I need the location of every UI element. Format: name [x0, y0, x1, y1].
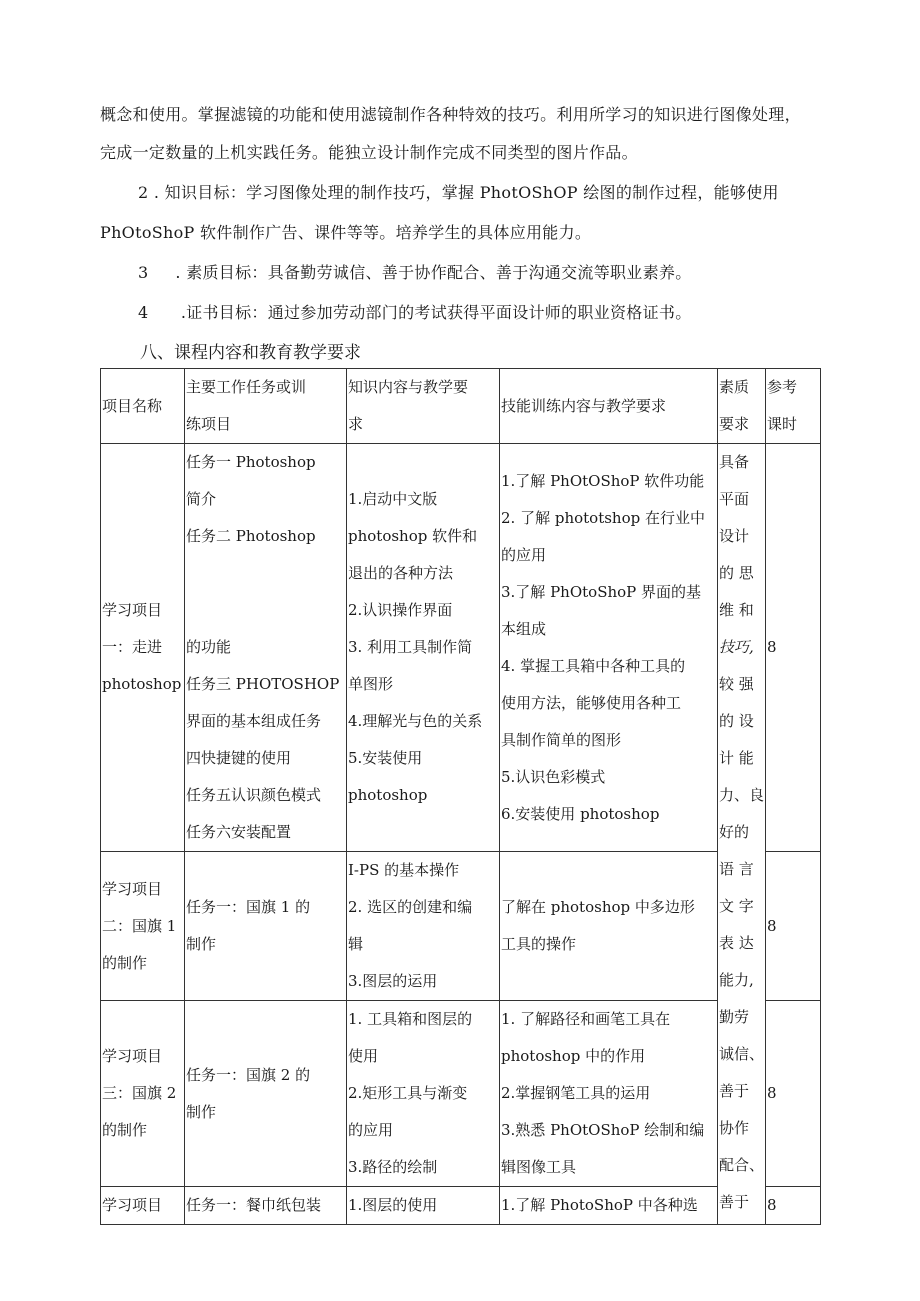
list-number: 2 [138, 183, 149, 202]
hours-cell: 8 [766, 444, 821, 852]
paragraph-line: 概念和使用。掌握滤镜的功能和使用滤镜制作各种特效的技巧。利用所学习的知识进行图像处理， [100, 105, 801, 124]
skills-cell: 1.了解 PhOtOShoP 软件功能 2. 了解 phototshop 在行业中 的应用 3.了解 PhOtoShoP 界面的基 本组成 4. 掌握工具箱中各种工具的 使用方法，能够使用各种工 具制作简单的图形 5.认识色彩模式 6.安装使用 photoshop [500, 444, 718, 852]
objective-knowledge [138, 174, 868, 212]
table-row [101, 1187, 821, 1225]
project-name-cell: 学习项目 一：走进 photoshop [101, 444, 185, 852]
list-number: 3 [138, 263, 149, 282]
course-content-table [100, 368, 821, 1225]
project-name-cell: 学习项目 [101, 1187, 185, 1225]
header-tasks: 主要工作任务或训 练项目 [185, 369, 347, 444]
header-knowledge: 知识内容与教学要 求 [347, 369, 500, 444]
table-header-row [101, 369, 821, 444]
paragraph-text: . 知识目标：学习图像处理的制作技巧，掌握 PhotOShOP 绘图的制作过程，能够使用 [153, 183, 779, 202]
table-row [101, 852, 821, 1001]
table-row [101, 1001, 821, 1187]
knowledge-cell: 1.图层的使用 [347, 1187, 500, 1225]
paragraph-line: 完成一定数量的上机实践任务。能独立设计制作完成不同类型的图片作品。 [100, 143, 638, 162]
tasks-cell: 任务一：国旗 1 的 制作 [185, 852, 347, 1001]
section-heading: 八、课程内容和教育教学要求 [140, 343, 361, 363]
header-skills: 技能训练内容与教学要求 [500, 369, 718, 444]
knowledge-cell: 1.启动中文版 photoshop 软件和 退出的各种方法 2.认识操作界面 3. 利用工具制作简 单图形 4.理解光与色的关系 5.安装使用 photoshop [347, 444, 500, 852]
paragraph-text: . 素质目标：具备勤劳诚信、善于协作配合、善于沟通交流等职业素养。 [175, 263, 692, 282]
project-name-cell: 学习项目 二：国旗 1 的制作 [101, 852, 185, 1001]
tasks-cell: 任务一 Photoshop 简介 任务二 Photoshop 的功能 任务三 PHOTOSHOP 界面的基本组成任务 四快捷键的使用 任务五认识颜色模式 任务六安装配置 [185, 444, 347, 852]
list-number: 4 [138, 303, 149, 322]
project-name-cell: 学习项目 三：国旗 2 的制作 [101, 1001, 185, 1187]
table-row [101, 444, 821, 852]
hours-cell: 8 [766, 852, 821, 1001]
skills-cell: 1. 了解路径和画笔工具在 photoshop 中的作用 2.掌握钢笔工具的运用 3.熟悉 PhOtOShoP 绘制和编 辑图像工具 [500, 1001, 718, 1187]
objective-certificate [138, 294, 868, 332]
header-project-name: 项目名称 [101, 369, 185, 444]
header-quality: 素质 要求 [718, 369, 766, 444]
hours-cell: 8 [766, 1187, 821, 1225]
header-hours: 参考 课时 [766, 369, 821, 444]
tasks-cell: 任务一：国旗 2 的 制作 [185, 1001, 347, 1187]
hours-cell: 8 [766, 1001, 821, 1187]
skills-cell: 了解在 photoshop 中多边形 工具的操作 [500, 852, 718, 1001]
skills-cell: 1.了解 PhotoShoP 中各种选 [500, 1187, 718, 1225]
paragraph-line: PhOtoShoP 软件制作广告、课件等等。培养学生的具体应用能力。 [100, 223, 592, 242]
objective-quality [138, 254, 868, 292]
knowledge-cell: I-PS 的基本操作 2. 选区的创建和编 辑 3.图层的运用 [347, 852, 500, 1001]
paragraph-text: .证书目标：通过参加劳动部门的考试获得平面设计师的职业资格证书。 [180, 303, 692, 322]
quality-requirements-cell: 具备 平面 设计 的 思 维 和 技巧, 较 强 的 设 计 能 力、良 好的 语 言 文 字 表 达 能力, 勤劳 诚信、 善于 协作 配合、 善于 [718, 444, 766, 1225]
tasks-cell: 任务一：餐巾纸包装 [185, 1187, 347, 1225]
knowledge-cell: 1. 工具箱和图层的 使用 2.矩形工具与渐变 的应用 3.路径的绘制 [347, 1001, 500, 1187]
